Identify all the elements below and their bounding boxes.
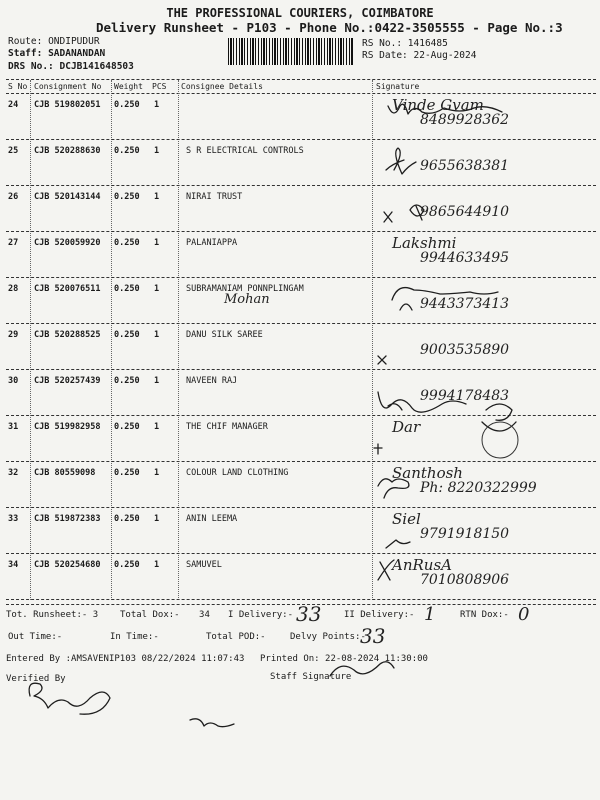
row-pcs: 1 [154,146,160,156]
row-signature-phone: 9443373413 [420,296,510,312]
col-sno: S No [8,82,28,91]
col-consignee: Consignee Details [181,82,263,91]
entered-by: Entered By :AMSAVENIP103 08/22/2024 11:07:43 [6,654,245,664]
row-sno: 27 [8,238,19,248]
row-consignment: CJB 519872383 [34,514,101,524]
row-consignee: ANIN LEEMA [186,514,238,524]
rs-date-label: RS Date: [362,50,408,61]
row-weight: 0.250 [114,330,140,340]
row-sno: 25 [8,146,19,156]
row-sno: 32 [8,468,19,478]
rtn-dox-label: RTN Dox:- [460,610,509,620]
drs-value: DCJB141648503 [59,61,134,72]
row-signature-phone: 9994178483 [420,388,510,404]
row-pcs: 1 [154,422,160,432]
row-signature-name: Santhosh [392,464,463,482]
row-sno: 30 [8,376,19,386]
i-delivery-label: I Delivery:- [228,610,294,620]
row-pcs: 1 [154,238,160,248]
total-dox-label: Total Dox:- [120,610,180,620]
row-sno: 28 [8,284,19,294]
total-pod: Total POD:- [206,632,266,642]
ii-delivery-label: II Delivery:- [344,610,415,620]
row-consignee: THE CHIF MANAGER [186,422,268,432]
in-time: In Time:- [110,632,159,642]
row-sno: 26 [8,192,19,202]
row-weight: 0.250 [114,146,140,156]
row-pcs: 1 [154,330,160,340]
row-signature-name: Dar [392,418,421,436]
rs-date-value: 22-Aug-2024 [413,50,477,61]
row-weight: 0.250 [114,100,140,110]
row-consignment: CJB 520288630 [34,146,101,156]
row-signature-phone: 9655638381 [420,158,510,174]
row-weight: 0.250 [114,192,140,202]
row-pcs: 1 [154,376,160,386]
row-consignee: S R ELECTRICAL CONTROLS [186,146,304,156]
row-consignee: NIRAI TRUST [186,192,243,202]
route-label: Route: [8,36,43,47]
row-pcs: 1 [154,560,160,570]
row-sno: 33 [8,514,19,524]
delvy-points-value: 33 [360,624,386,648]
row-consignee: SUBRAMANIAM PONNPLINGAM [186,284,304,294]
row-sno: 31 [8,422,19,432]
row-pcs: 1 [154,284,160,294]
col-signature: Signature [376,82,420,91]
row-consignee: NAVEEN RAJ [186,376,238,386]
row-consignment: CJB 520059920 [34,238,101,248]
row-signature-phone: 9865644910 [420,204,510,220]
row-consignment: CJB 520257439 [34,376,101,386]
row-sno: 29 [8,330,19,340]
row-signature-phone: 7010808906 [420,572,510,588]
company-title: THE PROFESSIONAL COURIERS, COIMBATORE [166,6,434,20]
rs-no-value: 1416485 [407,38,448,49]
ii-delivery-value: 1 [424,604,436,625]
row-consignee: COLOUR LAND CLOTHING [186,468,289,478]
row-weight: 0.250 [114,376,140,386]
row-signature-name: Lakshmi [392,234,457,252]
row-pcs: 1 [154,514,160,524]
row-signature-phone: 9791918150 [420,526,510,542]
i-delivery-value: 33 [296,602,322,626]
delvy-points-label: Delvy Points:- [290,632,366,642]
route-value: ONDIPUDUR [48,36,100,47]
row-weight: 0.250 [114,514,140,524]
row-consignment: CJB 520288525 [34,330,101,340]
col-weight: Weight [114,82,143,91]
row-signature-name: Vinde Gvam [392,96,484,114]
row-sno: 24 [8,100,19,110]
total-dox-line [120,610,210,620]
out-time: Out Time:- [8,632,63,642]
runsheet-subtitle: Delivery Runsheet - P103 - Phone No.:0422-3505555 - Page No.:3 [96,20,563,35]
row-consignment: CJB 519982958 [34,422,101,432]
row-weight: 0.250 [114,238,140,248]
row-weight: 0.250 [114,284,140,294]
row-consignment: CJB 80559098 [34,468,96,478]
row-consignee: DANU SILK SAREE [186,330,263,340]
row-pcs: 1 [154,100,160,110]
staff-value: SADANANDAN [48,48,106,59]
col-pcs: PCS [152,82,167,91]
row-consignment: CJB 519802051 [34,100,101,110]
row-consignment: CJB 520076511 [34,284,101,294]
row-signature-phone: 9944633495 [420,250,510,266]
row-signature-name: Siel [392,510,421,528]
row-consignment: CJB 520254680 [34,560,101,570]
row-weight: 0.250 [114,422,140,432]
row-sno: 34 [8,560,19,570]
staff-signature: Staff Signature [270,672,352,682]
drs-label: DRS No.: [8,61,54,72]
staff-label: Staff: [8,48,43,59]
row-consignee: SAMUVEL [186,560,222,570]
row-consignment: CJB 520143144 [34,192,101,202]
col-consignment: Consignment No [34,82,102,91]
row-signature-phone: 9003535890 [420,342,510,358]
row-weight: 0.250 [114,468,140,478]
verified-by: Verified By [6,674,66,684]
row-signature-phone: Ph: 8220322999 [420,480,537,496]
row-signature-name: AnRusA [392,556,452,574]
row-pcs: 1 [154,468,160,478]
row-weight: 0.250 [114,560,140,570]
row-consignee: PALANIAPPA [186,238,238,248]
total-dox-value: 34 [199,610,210,620]
rtn-dox-value: 0 [518,604,530,625]
row-signature-phone: 8489928362 [420,112,510,128]
row-pcs: 1 [154,192,160,202]
printed-on: Printed On: 22-08-2024 11:30:00 [260,654,428,664]
row-consignee-note: Mohan [224,292,270,307]
rs-no-label: RS No.: [362,38,403,49]
tot-runsheet: Tot. Runsheet:- 3 [6,610,99,620]
